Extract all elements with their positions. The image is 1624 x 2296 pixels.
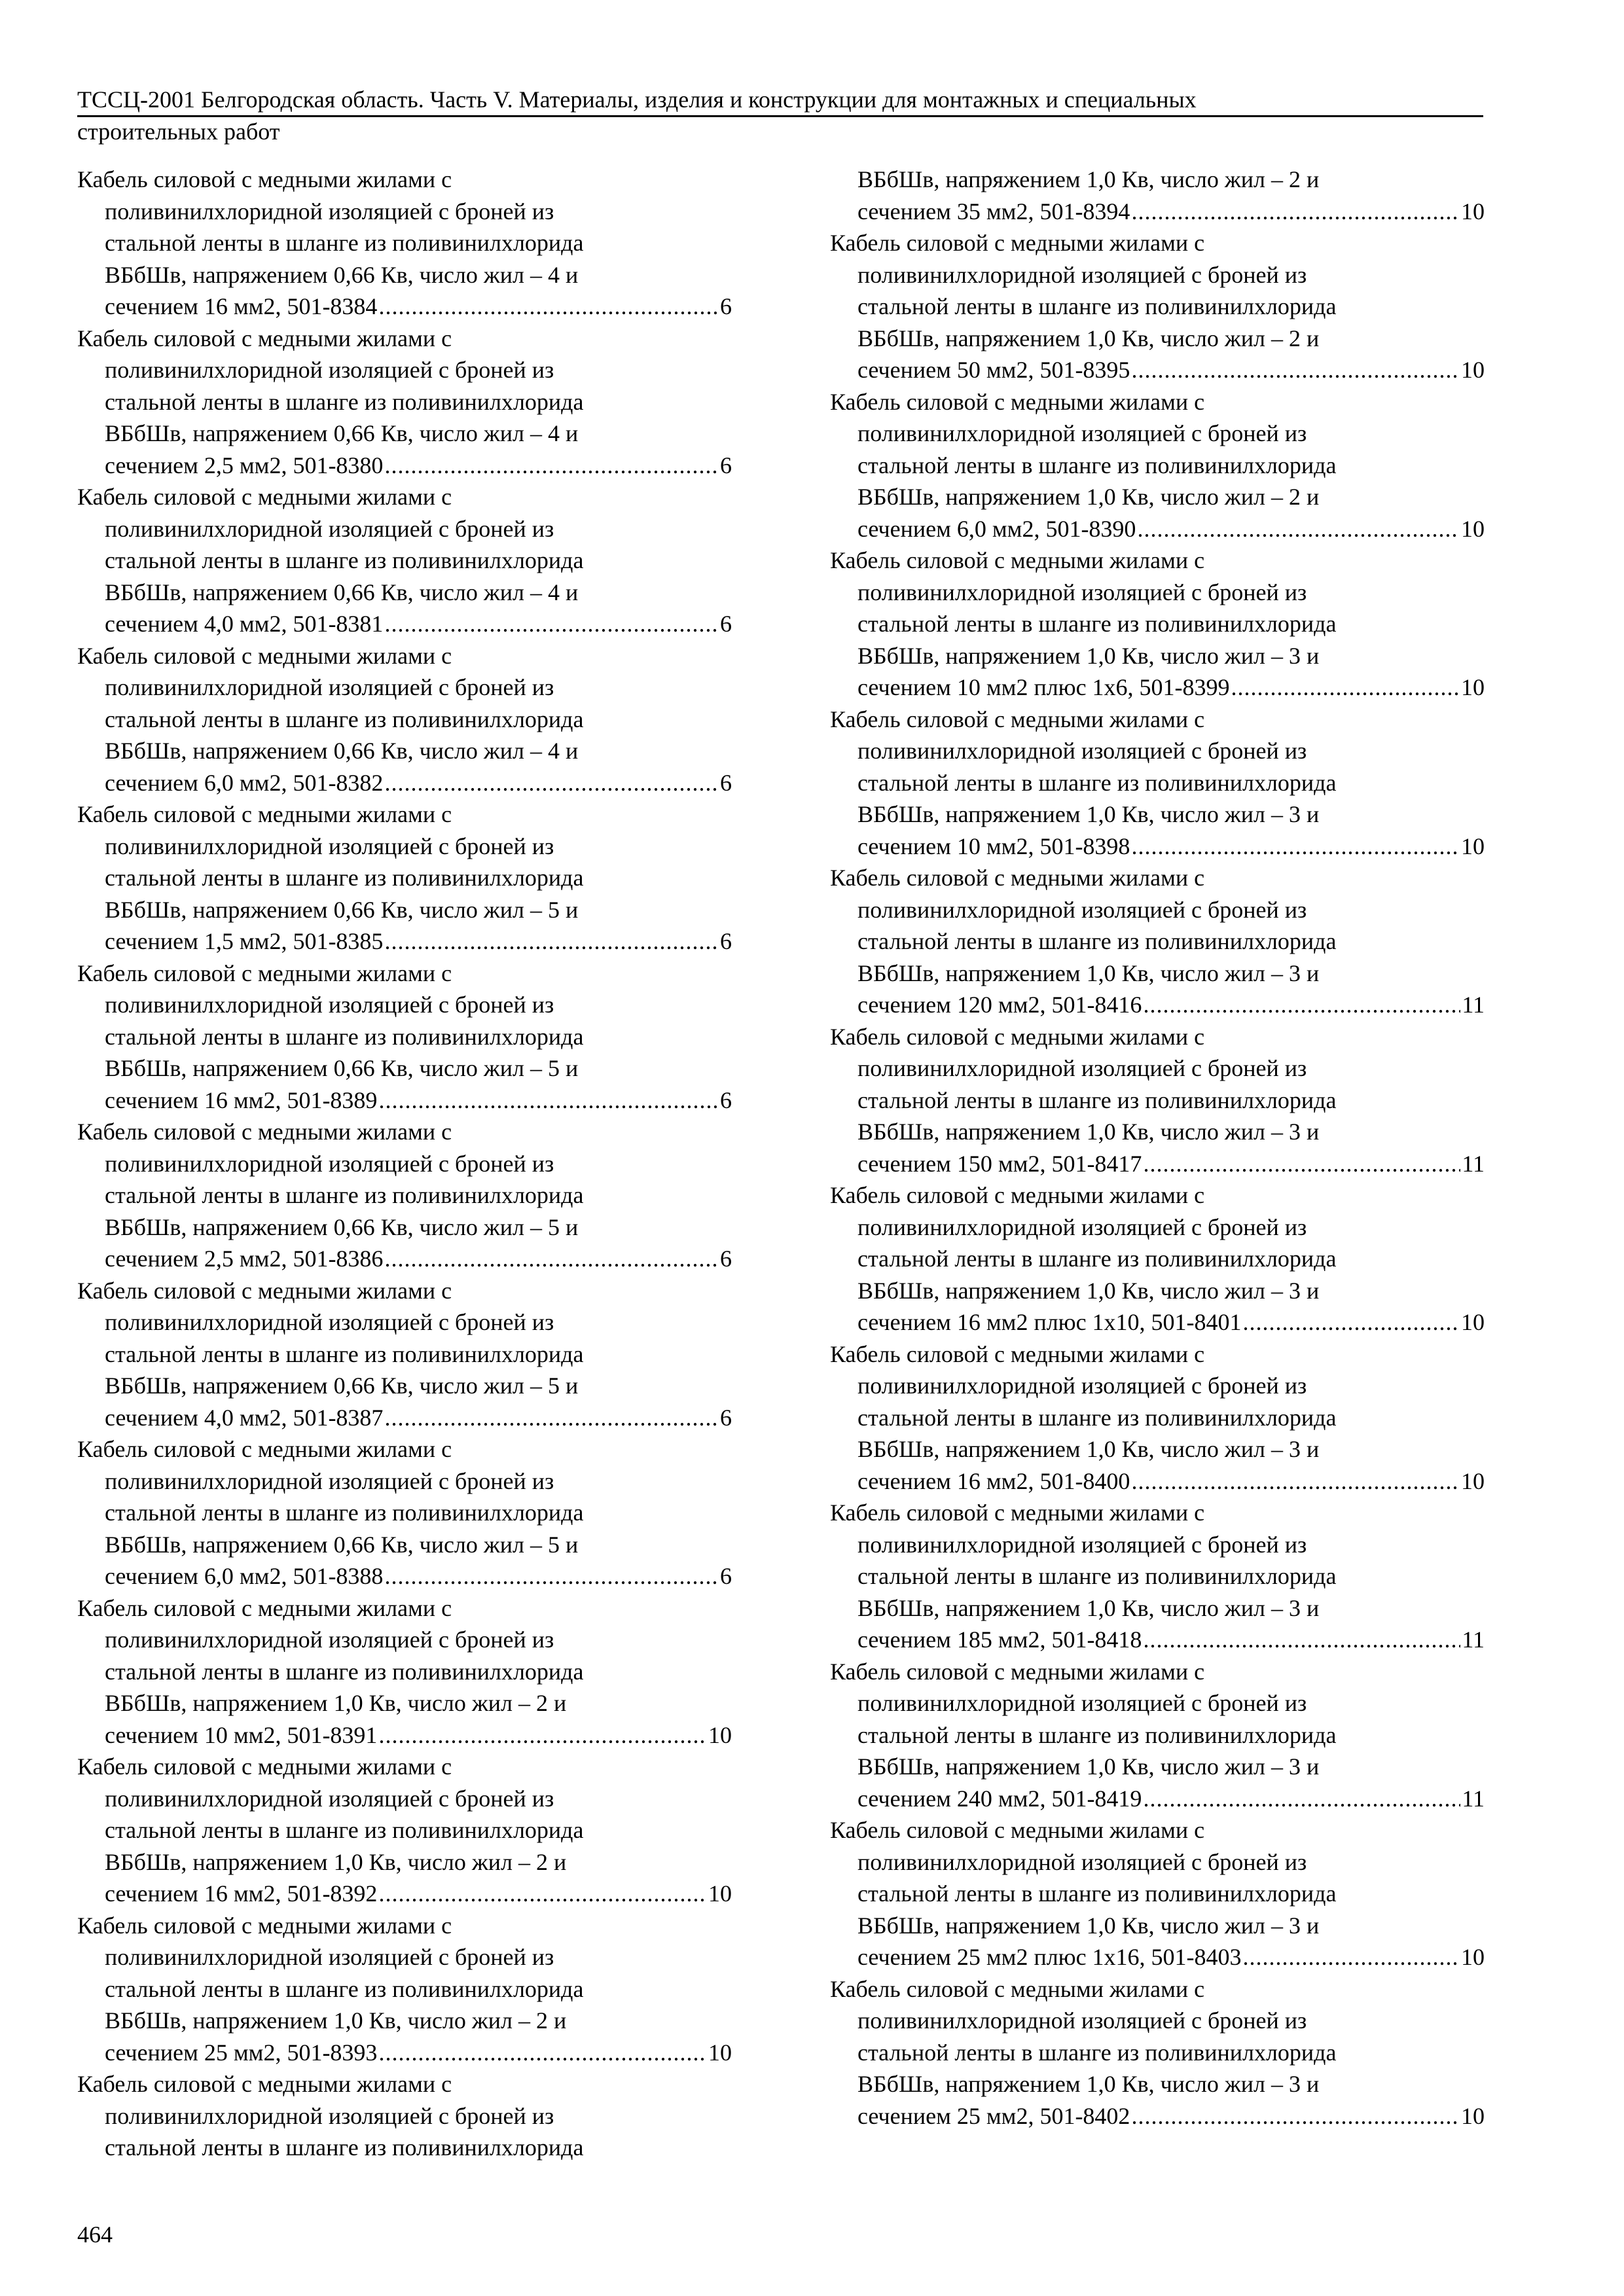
entry-line: ВБбШв, напряжением 1,0 Кв, число жил – 3 и [857, 1912, 1320, 1939]
entry-line: стальной ленты в шланге из поливинилхлорида [105, 1975, 584, 2002]
entry-line: Кабель силовой с медными жилами с [77, 484, 452, 510]
index-column-right [830, 164, 1485, 2132]
entry-line: поливинилхлоридной изоляцией с броней из [105, 1785, 554, 1812]
entry-code: сечением 4,0 мм2, 501-8387 [105, 1404, 384, 1431]
entry-line: стальной ленты в шланге из поливинилхлорида [857, 1404, 1337, 1431]
entry-page-ref: 6 [720, 1563, 732, 1589]
entry-line: ВБбШв, напряжением 1,0 Кв, число жил – 2 и [857, 325, 1320, 351]
entry-line: ВБбШв, напряжением 0,66 Кв, число жил – 4 и [105, 261, 579, 288]
entry-last-line [77, 1085, 732, 1117]
entry-line: поливинилхлоридной изоляцией с броней из [857, 420, 1307, 446]
dot-leader [1231, 672, 1460, 704]
index-entry [830, 1179, 1485, 1338]
index-entry [77, 1910, 732, 2069]
entry-line: поливинилхлоридной изоляцией с броней из [857, 1213, 1307, 1240]
entry-line: стальной ленты в шланге из поливинилхлорида [857, 611, 1337, 637]
entry-page-ref: 10 [1461, 357, 1485, 383]
entry-code: сечением 25 мм2, 501-8402 [857, 2102, 1130, 2129]
entry-page-ref: 10 [1461, 1309, 1485, 1335]
entry-line: Кабель силовой с медными жилами с [830, 1975, 1205, 2002]
entry-line: Кабель силовой с медными жилами с [77, 642, 452, 669]
entry-line: поливинилхлоридной изоляцией с броней из [105, 674, 554, 700]
entry-page-ref: 10 [708, 2039, 732, 2066]
entry-page-ref: 10 [708, 1721, 732, 1748]
entry-line: Кабель силовой с медными жилами с [830, 388, 1205, 415]
dot-leader [1143, 1783, 1460, 1815]
entry-code: сечением 16 мм2, 501-8389 [105, 1086, 378, 1113]
header-title-line2: строительных работ [77, 118, 280, 145]
index-entry [830, 1021, 1485, 1180]
dot-leader [1131, 831, 1460, 863]
entry-page-ref: 10 [1461, 1467, 1485, 1494]
entry-line: Кабель силовой с медными жилами с [830, 1817, 1205, 1843]
entry-page-ref: 11 [1462, 1626, 1485, 1653]
entry-line: стальной ленты в шланге из поливинилхлорида [857, 2039, 1337, 2066]
entry-line: ВБбШв, напряжением 1,0 Кв, число жил – 2 и [857, 166, 1320, 192]
index-entry [77, 164, 732, 323]
entry-line: Кабель силовой с медными жилами с [77, 1436, 452, 1462]
entry-line: поливинилхлоридной изоляцией с броней из [857, 896, 1307, 923]
entry-code: сечением 25 мм2, 501-8393 [105, 2039, 378, 2066]
entry-page-ref: 10 [1461, 198, 1485, 224]
entry-line: стальной ленты в шланге из поливинилхлорида [857, 1086, 1337, 1113]
entry-page-ref: 10 [1461, 674, 1485, 700]
entry-line: ВБбШв, напряжением 1,0 Кв, число жил – 3 и [857, 1436, 1320, 1462]
index-entry [830, 386, 1485, 545]
entry-line: стальной ленты в шланге из поливинилхлорида [105, 1182, 584, 1208]
entry-line: ВБбШв, напряжением 0,66 Кв, число жил – 5 и [105, 1372, 579, 1399]
entry-line: поливинилхлоридной изоляцией с броней из [857, 1372, 1307, 1399]
entry-line: поливинилхлоридной изоляцией с броней из [105, 1467, 554, 1494]
entry-code: сечением 16 мм2 плюс 1х10, 501-8401 [857, 1309, 1242, 1335]
entry-line: Кабель силовой с медными жилами с [830, 1182, 1205, 1208]
index-entry [830, 1338, 1485, 1498]
entry-line: Кабель силовой с медными жилами с [77, 960, 452, 986]
entry-code: сечением 240 мм2, 501-8419 [857, 1785, 1142, 1812]
entry-line: Кабель силовой с медными жилами с [830, 865, 1205, 891]
entry-last-line [830, 2100, 1485, 2132]
entry-last-line [830, 672, 1485, 704]
entry-code: сечением 6,0 мм2, 501-8390 [857, 515, 1136, 542]
entry-code: сечением 50 мм2, 501-8395 [857, 357, 1130, 383]
entry-page-ref: 6 [720, 452, 732, 478]
entry-page-ref: 6 [720, 928, 732, 954]
entry-line: ВБбШв, напряжением 1,0 Кв, число жил – 3 и [857, 1753, 1320, 1780]
entry-code: сечением 150 мм2, 501-8417 [857, 1150, 1142, 1177]
entry-last-line [830, 1306, 1485, 1338]
entry-line: поливинилхлоридной изоляцией с броней из [105, 1150, 554, 1177]
entry-code: сечением 185 мм2, 501-8418 [857, 1626, 1142, 1653]
entry-last-line [830, 831, 1485, 863]
entry-last-line [830, 354, 1485, 386]
entry-line: поливинилхлоридной изоляцией с броней из [857, 579, 1307, 605]
entry-line: ВБбШв, напряжением 1,0 Кв, число жил – 2 и [857, 484, 1320, 510]
entry-line: Кабель силовой с медными жилами с [830, 230, 1205, 256]
entry-last-line [77, 1402, 732, 1434]
index-entry [77, 323, 732, 482]
running-header [77, 85, 1483, 146]
dot-leader [378, 2037, 707, 2069]
entry-code: сечением 35 мм2, 501-8394 [857, 198, 1130, 224]
entry-last-line [77, 1243, 732, 1275]
entry-last-line [830, 1783, 1485, 1815]
entry-last-line [77, 2037, 732, 2069]
entry-line: ВБбШв, напряжением 1,0 Кв, число жил – 3 и [857, 1277, 1320, 1304]
index-entry-partial [77, 2068, 732, 2164]
entry-line: Кабель силовой с медными жилами с [77, 1277, 452, 1304]
dot-leader [1131, 196, 1460, 228]
dot-leader [384, 1560, 719, 1592]
entry-line: стальной ленты в шланге из поливинилхлорида [857, 769, 1337, 796]
entry-code: сечением 6,0 мм2, 501-8382 [105, 769, 384, 796]
entry-line: стальной ленты в шланге из поливинилхлорида [857, 1721, 1337, 1748]
index-entry [77, 798, 732, 958]
entry-code: сечением 120 мм2, 501-8416 [857, 992, 1142, 1018]
entry-code: сечением 16 мм2, 501-8392 [105, 1880, 378, 1907]
entry-line: поливинилхлоридной изоляцией с броней из [857, 1055, 1307, 1081]
entry-last-line [77, 1719, 732, 1751]
entry-code: сечением 10 мм2, 501-8391 [105, 1721, 378, 1748]
entry-code: сечением 16 мм2, 501-8400 [857, 1467, 1130, 1494]
entry-line: поливинилхлоридной изоляцией с броней из [857, 1690, 1307, 1716]
entry-line: ВБбШв, напряжением 1,0 Кв, число жил – 3 и [857, 1594, 1320, 1621]
entry-code: сечением 25 мм2 плюс 1х16, 501-8403 [857, 1944, 1242, 1970]
entry-line: стальной ленты в шланге из поливинилхлорида [857, 928, 1337, 954]
entry-last-line [77, 925, 732, 958]
entry-line: стальной ленты в шланге из поливинилхлорида [857, 293, 1337, 319]
index-entry [830, 862, 1485, 1021]
entry-code: сечением 16 мм2, 501-8384 [105, 293, 378, 319]
entry-last-line [830, 1941, 1485, 1973]
entry-line: ВБбШв, напряжением 1,0 Кв, число жил – 3 и [857, 642, 1320, 669]
entry-line: поливинилхлоридной изоляцией с броней из [105, 1626, 554, 1653]
dot-leader [1143, 989, 1460, 1021]
entry-line: Кабель силовой с медными жилами с [830, 706, 1205, 732]
dot-leader [1143, 1624, 1460, 1656]
entry-line: ВБбШв, напряжением 0,66 Кв, число жил – 5 и [105, 1213, 579, 1240]
index-entry [77, 1433, 732, 1592]
entry-last-line [830, 1624, 1485, 1656]
entry-line: стальной ленты в шланге из поливинилхлорида [857, 1246, 1337, 1272]
entry-line: ВБбШв, напряжением 0,66 Кв, число жил – 5 и [105, 1531, 579, 1558]
entry-line: ВБбШв, напряжением 0,66 Кв, число жил – 4 и [105, 579, 579, 605]
entry-page-ref: 11 [1462, 992, 1485, 1018]
index-entry [830, 1973, 1485, 2132]
index-entry [77, 1275, 732, 1434]
entry-line: поливинилхлоридной изоляцией с броней из [105, 198, 554, 224]
entry-line: Кабель силовой с медными жилами с [77, 1912, 452, 1939]
entry-code: сечением 2,5 мм2, 501-8380 [105, 452, 384, 478]
dot-leader [1143, 1148, 1460, 1180]
entry-line: стальной ленты в шланге из поливинилхлорида [105, 1817, 584, 1843]
entry-line: поливинилхлоридной изоляцией с броней из [857, 738, 1307, 764]
dot-leader [384, 1402, 719, 1434]
entry-line: Кабель силовой с медными жилами с [77, 325, 452, 351]
dot-leader [1243, 1306, 1460, 1338]
entry-line: поливинилхлоридной изоляцией с броней из [105, 992, 554, 1018]
entry-page-ref: 6 [720, 1404, 732, 1431]
dot-leader [384, 1243, 719, 1275]
entry-line: стальной ленты в шланге из поливинилхлорида [857, 1880, 1337, 1907]
entry-line: Кабель силовой с медными жилами с [77, 2071, 452, 2097]
entry-line: стальной ленты в шланге из поливинилхлорида [105, 1658, 584, 1685]
dot-leader [378, 1085, 719, 1117]
index-entry [77, 1116, 732, 1275]
dot-leader [384, 450, 719, 482]
entry-line: поливинилхлоридной изоляцией с броней из [105, 833, 554, 859]
entry-line: стальной ленты в шланге из поливинилхлорида [105, 1340, 584, 1367]
entry-line: стальной ленты в шланге из поливинилхлорида [105, 388, 584, 415]
index-entry [77, 1592, 732, 1751]
entry-line: стальной ленты в шланге из поливинилхлорида [105, 230, 584, 256]
entry-line: Кабель силовой с медными жилами с [830, 1023, 1205, 1050]
entry-line: Кабель силовой с медными жилами с [830, 1499, 1205, 1526]
entry-line: ВБбШв, напряжением 0,66 Кв, число жил – 4 и [105, 738, 579, 764]
entry-line: стальной ленты в шланге из поливинилхлорида [857, 1563, 1337, 1589]
index-entry [830, 704, 1485, 863]
entry-line: ВБбШв, напряжением 1,0 Кв, число жил – 3 и [857, 960, 1320, 986]
entry-line: стальной ленты в шланге из поливинилхлорида [105, 547, 584, 573]
entry-page-ref: 10 [1461, 2102, 1485, 2129]
entry-last-line [830, 1148, 1485, 1180]
entry-last-line [830, 196, 1485, 228]
entry-code: сечением 2,5 мм2, 501-8386 [105, 1246, 384, 1272]
entry-line: поливинилхлоридной изоляцией с броней из [857, 1531, 1307, 1558]
entry-line: ВБбШв, напряжением 0,66 Кв, число жил – 5 и [105, 1055, 579, 1081]
entry-code: сечением 6,0 мм2, 501-8388 [105, 1563, 384, 1589]
entry-line: поливинилхлоридной изоляцией с броней из [857, 261, 1307, 288]
entry-last-line [77, 291, 732, 323]
entry-code: сечением 10 мм2 плюс 1х6, 501-8399 [857, 674, 1230, 700]
index-entry [830, 1497, 1485, 1656]
dot-leader [378, 1878, 707, 1910]
index-entry [830, 227, 1485, 386]
index-entry [830, 545, 1485, 704]
entry-last-line [830, 513, 1485, 545]
entry-page-ref: 10 [1461, 833, 1485, 859]
entry-page-ref: 11 [1462, 1785, 1485, 1812]
index-entry [77, 481, 732, 640]
entry-last-line [830, 989, 1485, 1021]
entry-page-ref: 6 [720, 611, 732, 637]
entry-line: поливинилхлоридной изоляцией с броней из [857, 2007, 1307, 2034]
entry-line: ВБбШв, напряжением 1,0 Кв, число жил – 2 и [105, 1690, 567, 1716]
index-entry-continuation [830, 164, 1485, 227]
index-entry [77, 958, 732, 1117]
entry-last-line [77, 450, 732, 482]
entry-line: Кабель силовой с медными жилами с [77, 1594, 452, 1621]
dot-leader [384, 608, 719, 640]
entry-page-ref: 11 [1462, 1150, 1485, 1177]
entry-line: поливинилхлоридной изоляцией с броней из [105, 1944, 554, 1970]
entry-code: сечением 1,5 мм2, 501-8385 [105, 928, 384, 954]
entry-line: ВБбШв, напряжением 1,0 Кв, число жил – 3 и [857, 2071, 1320, 2097]
entry-page-ref: 6 [720, 1246, 732, 1272]
entry-line: стальной ленты в шланге из поливинилхлорида [857, 452, 1337, 478]
entry-last-line [77, 1560, 732, 1592]
entry-line: ВБбШв, напряжением 1,0 Кв, число жил – 2 и [105, 1848, 567, 1875]
entry-last-line [77, 767, 732, 799]
entry-line: стальной ленты в шланге из поливинилхлорида [105, 706, 584, 732]
entry-line: ВБбШв, напряжением 1,0 Кв, число жил – 2 и [105, 2007, 567, 2034]
index-entry [830, 1656, 1485, 1815]
entry-line: Кабель силовой с медными жилами с [830, 1340, 1205, 1367]
entry-page-ref: 6 [720, 1086, 732, 1113]
dot-leader [1131, 2100, 1460, 2132]
entry-line: Кабель силовой с медными жилами с [830, 1658, 1205, 1685]
dot-leader [378, 291, 719, 323]
entry-code: сечением 10 мм2, 501-8398 [857, 833, 1130, 859]
dot-leader [384, 925, 719, 958]
dot-leader [378, 1719, 707, 1751]
entry-line: стальной ленты в шланге из поливинилхлорида [105, 865, 584, 891]
entry-page-ref: 10 [708, 1880, 732, 1907]
index-entry [830, 1814, 1485, 1973]
entry-line: ВБбШв, напряжением 0,66 Кв, число жил – 4 и [105, 420, 579, 446]
entry-last-line [77, 1878, 732, 1910]
entry-last-line [830, 1465, 1485, 1498]
header-title-line1: ТССЦ-2001 Белгородская область. Часть V. Материалы, изделия и конструкции для монтажных и специальных [77, 86, 1197, 113]
entry-page-ref: 10 [1461, 1944, 1485, 1970]
entry-line: поливинилхлоридной изоляцией с броней из [105, 357, 554, 383]
entry-line: стальной ленты в шланге из поливинилхлорида [105, 2134, 584, 2161]
entry-page-ref: 10 [1461, 515, 1485, 542]
entry-line: стальной ленты в шланге из поливинилхлорида [105, 1023, 584, 1050]
index-entry [77, 1751, 732, 1910]
entry-line: ВБбШв, напряжением 1,0 Кв, число жил – 3 и [857, 801, 1320, 827]
entry-line: поливинилхлоридной изоляцией с броней из [857, 1848, 1307, 1875]
entry-line: поливинилхлоридной изоляцией с броней из [105, 2102, 554, 2129]
entry-line: Кабель силовой с медными жилами с [830, 547, 1205, 573]
entry-line: ВБбШв, напряжением 1,0 Кв, число жил – 3 и [857, 1119, 1320, 1145]
dot-leader [1243, 1941, 1460, 1973]
index-entry [77, 640, 732, 799]
entry-line: поливинилхлоридной изоляцией с броней из [105, 515, 554, 542]
entry-last-line [77, 608, 732, 640]
entry-line: Кабель силовой с медными жилами с [77, 801, 452, 827]
dot-leader [1131, 354, 1460, 386]
entry-page-ref: 6 [720, 293, 732, 319]
dot-leader [1137, 513, 1460, 545]
page-number: 464 [77, 2221, 113, 2248]
entry-line: поливинилхлоридной изоляцией с броней из [105, 1309, 554, 1335]
entry-page-ref: 6 [720, 769, 732, 796]
entry-line: Кабель силовой с медными жилами с [77, 1753, 452, 1780]
entry-line: Кабель силовой с медными жилами с [77, 1119, 452, 1145]
entry-code: сечением 4,0 мм2, 501-8381 [105, 611, 384, 637]
entry-line: ВБбШв, напряжением 0,66 Кв, число жил – 5 и [105, 896, 579, 923]
entry-line: стальной ленты в шланге из поливинилхлорида [105, 1499, 584, 1526]
dot-leader [1131, 1465, 1460, 1498]
dot-leader [384, 767, 719, 799]
index-column-left [77, 164, 732, 2164]
entry-line: Кабель силовой с медными жилами с [77, 166, 452, 192]
